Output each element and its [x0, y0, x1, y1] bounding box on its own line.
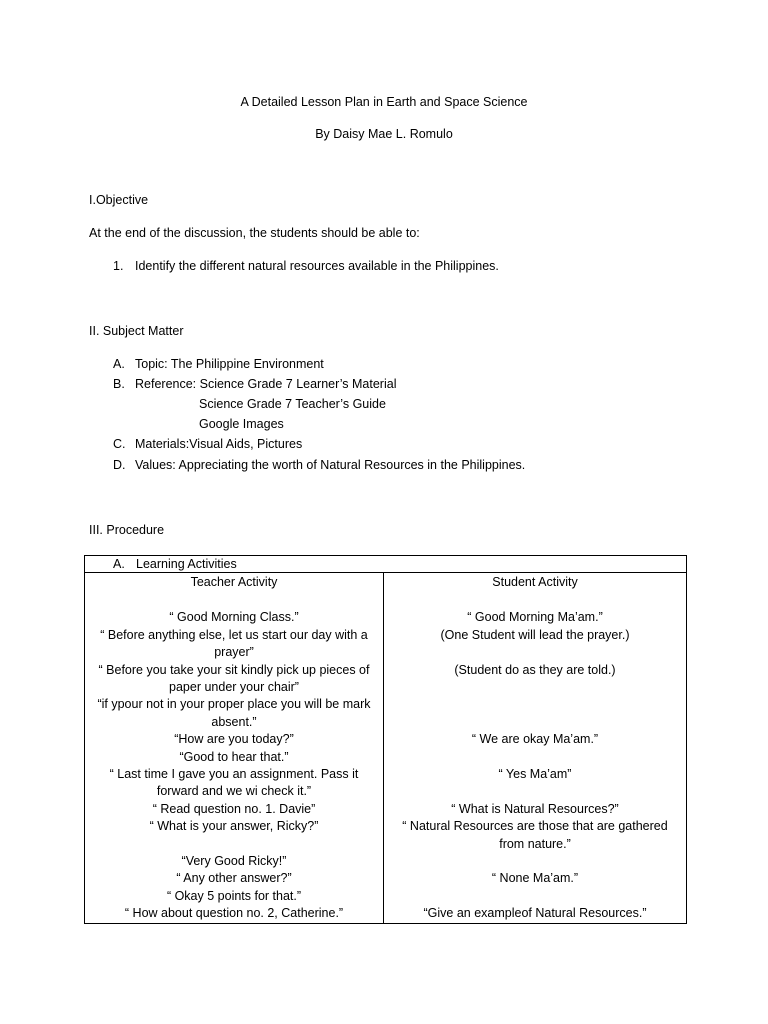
list-item-text: Topic: The Philippine Environment: [135, 357, 324, 371]
list-item-text: Values: Appreciating the worth of Natural Resources in the Philippines.: [135, 458, 526, 472]
student-line: (Student do as they are told.): [454, 662, 616, 677]
procedure-heading: III. Procedure: [89, 523, 165, 537]
table-row: [85, 556, 687, 573]
teacher-line: “ Before you take your sit kindly pick up pieces of: [98, 662, 370, 677]
student-line: [392, 783, 678, 800]
teacher-activity-header: Teacher Activity: [190, 575, 278, 589]
student-line: [392, 749, 678, 766]
teacher-line: paper under your chair”: [169, 680, 299, 695]
list-item-text: Materials:Visual Aids, Pictures: [135, 437, 303, 451]
teacher-line: “ Last time I gave you an assignment. Pass it: [109, 767, 359, 782]
student-line: “ We are okay Ma’am.”: [471, 732, 599, 747]
table-row: [85, 573, 687, 924]
student-line: “ None Ma’am.”: [491, 871, 579, 886]
teacher-activity-column: [85, 573, 384, 924]
student-activity-lines: [392, 592, 678, 923]
student-line: [392, 888, 678, 905]
objective-heading: I.Objective: [89, 193, 149, 207]
subject-matter-heading: II. Subject Matter: [89, 324, 184, 338]
teacher-line: “Very Good Ricky!”: [181, 854, 287, 869]
learning-activities-cell: [85, 556, 687, 573]
student-line: “Give an exampleof Natural Resources.”: [423, 906, 647, 921]
student-line: [392, 714, 678, 731]
student-activity-column: [384, 573, 687, 924]
document-author: By Daisy Mae L. Romulo: [315, 127, 453, 141]
teacher-line: [93, 836, 375, 853]
student-activity-header: Student Activity: [492, 575, 578, 589]
student-line: “ Natural Resources are those that are gathered: [402, 819, 668, 834]
teacher-line: absent.”: [211, 714, 257, 729]
student-line: “ What is Natural Resources?”: [451, 801, 619, 816]
student-line: [392, 696, 678, 713]
student-line: [392, 592, 678, 609]
learning-activities-label: Learning Activities: [136, 557, 237, 571]
student-line: “ Good Morning Ma’am.”: [467, 610, 603, 625]
list-item-text: Reference: Science Grade 7 Learner’s Material: [135, 377, 397, 391]
subject-item-continuation: Google Images: [199, 417, 284, 431]
list-marker: B.: [113, 377, 125, 391]
teacher-line: forward and we wi check it.”: [156, 784, 312, 799]
list-marker: C.: [113, 437, 126, 451]
teacher-line: prayer”: [214, 645, 254, 660]
list-marker: 1.: [113, 259, 124, 273]
procedure-table: [84, 555, 687, 924]
teacher-line: “ Any other answer?”: [176, 871, 292, 886]
teacher-line: “ How about question no. 2, Catherine.”: [124, 906, 344, 921]
objective-intro: At the end of the discussion, the students should be able to:: [89, 226, 420, 240]
student-line: [392, 644, 678, 661]
subject-item-continuation: Science Grade 7 Teacher’s Guide: [199, 397, 386, 411]
student-line: from nature.”: [499, 836, 571, 851]
teacher-line: “ Good Morning Class.”: [169, 610, 299, 625]
document-title: A Detailed Lesson Plan in Earth and Space Science: [240, 95, 528, 109]
student-line: “ Yes Ma’am”: [498, 766, 572, 781]
teacher-line: “Good to hear that.”: [179, 749, 289, 764]
teacher-activity-lines: [93, 592, 375, 923]
student-line: [392, 853, 678, 870]
teacher-line: “if ypour not in your proper place you will be mark: [97, 697, 371, 712]
teacher-line: “How are you today?”: [174, 732, 294, 747]
teacher-line: “ Before anything else, let us start our day with a: [100, 627, 368, 642]
list-marker: A.: [113, 557, 125, 571]
teacher-line: “ Okay 5 points for that.”: [166, 888, 302, 903]
teacher-line: “ What is your answer, Ricky?”: [149, 819, 319, 834]
list-marker: D.: [113, 458, 126, 472]
teacher-line: [93, 592, 375, 609]
teacher-line: “ Read question no. 1. Davie”: [152, 801, 316, 816]
student-line: [392, 679, 678, 696]
student-line: (One Student will lead the prayer.): [440, 627, 630, 642]
list-marker: A.: [113, 357, 125, 371]
list-item-text: Identify the different natural resources available in the Philippines.: [135, 259, 499, 273]
